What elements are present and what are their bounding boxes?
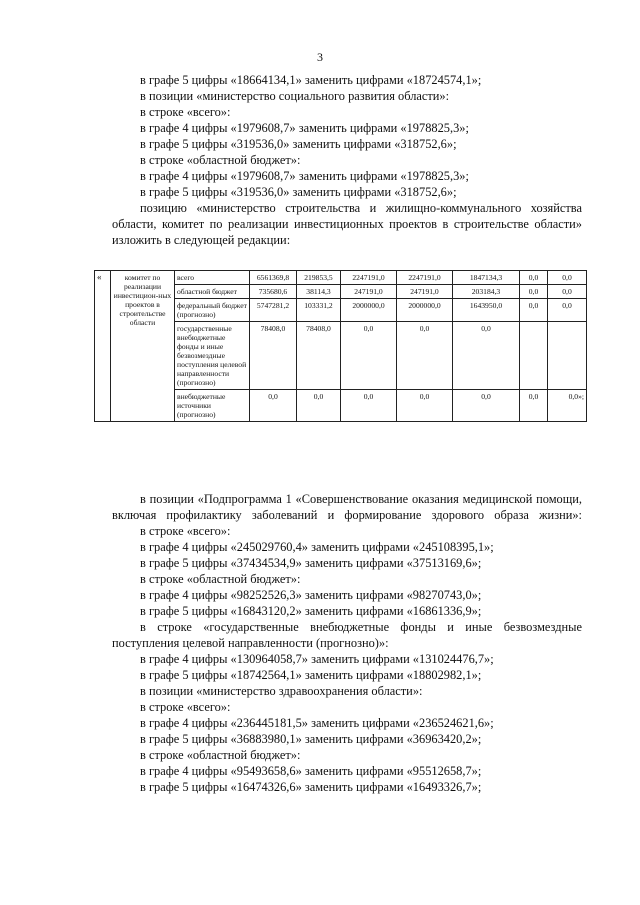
paragraph: в графе 5 цифры «319536,0» заменить цифрами «318752,6»; [140,185,457,199]
paragraph: в графе 5 цифры «37434534,9» заменить цифрами «37513169,6»; [140,556,482,570]
paragraph: в графе 4 цифры «236445181,5» заменить цифрами «236524621,6»; [140,716,494,730]
row-label: внебюджетные источники (прогнозно) [175,390,250,422]
table-cell: 2247191,0 [341,271,397,285]
paragraph: в позиции «министерство здравоохранения области»: [140,684,423,698]
paragraph: в строке «областной бюджет»: [140,153,301,167]
table-cell: 0,0 [297,390,341,422]
paragraph: в строке «всего»: [140,105,231,119]
table-cell: 0,0 [520,390,548,422]
row-label: федеральный бюджет (прогнозно) [175,299,250,322]
table-cell: 1847134,3 [453,271,520,285]
table-cell: 78408,0 [250,322,297,390]
paragraph: в строке «государственные внебюджетные фонды и иные безвозмездные поступления целевой направленности (прогнозно)»: [112,620,582,650]
paragraph: в графе 5 цифры «18742564,1» заменить цифрами «18802982,1»; [140,668,482,682]
paragraph: в строке «областной бюджет»: [140,748,301,762]
budget-table [94,270,587,422]
paragraph: в позиции «Подпрограмма 1 «Совершенствование оказания медицинской помощи, включая профилактику заболеваний и формирование здорового образа жизни»: [112,492,582,522]
paragraph: позицию «министерство строительства и жилищно-коммунального хозяйства области, комитет по реализации инвестиционных проектов в строительстве области» изложить в следующей редакции: [112,201,582,247]
table-cell: 0,0»; [548,390,587,422]
table-cell: 0,0 [397,390,453,422]
table-cell: 78408,0 [297,322,341,390]
table-cell: 247191,0 [397,285,453,299]
table-row [95,271,587,285]
table-cell: 0,0 [548,299,587,322]
org-cell: комитет по реализации инвестицион-ных проектов в строительстве области [111,271,175,422]
paragraph: в графе 5 цифры «16474326,6» заменить цифрами «16493326,7»; [140,780,482,794]
table-cell: 0,0 [397,322,453,390]
text-block-top [112,72,582,248]
table-cell: 6561369,8 [250,271,297,285]
table-cell: 0,0 [250,390,297,422]
table-cell [548,322,587,390]
table-cell: 219853,5 [297,271,341,285]
paragraph: в графе 4 цифры «1979608,7» заменить цифрами «1978825,3»; [140,169,469,183]
table-cell: 0,0 [548,285,587,299]
table-cell: 2247191,0 [397,271,453,285]
table-cell: 0,0 [341,322,397,390]
row-label: государственные внебюджетные фонды и иные безвозмездные поступления целевой направленности (прогнозно) [175,322,250,390]
table-cell: 0,0 [520,285,548,299]
paragraph: в графе 4 цифры «245029760,4» заменить цифрами «245108395,1»; [140,540,494,554]
paragraph: в позиции «министерство социального развития области»: [140,89,450,103]
page-number: 3 [317,50,323,64]
table-cell: 2000000,0 [341,299,397,322]
paragraph: в строке «всего»: [140,524,231,538]
paragraph: в графе 4 цифры «1979608,7» заменить цифрами «1978825,3»; [140,121,469,135]
table-cell: 0,0 [341,390,397,422]
table-cell: 0,0 [453,390,520,422]
paragraph: в графе 4 цифры «98252526,3» заменить цифрами «98270743,0»; [140,588,482,602]
table-cell: 38114,3 [297,285,341,299]
paragraph: в строке «всего»: [140,700,231,714]
table-cell: 0,0 [520,299,548,322]
quote-open-cell: « [95,271,111,422]
paragraph: в графе 5 цифры «16843120,2» заменить цифрами «16861336,9»; [140,604,482,618]
paragraph: в графе 5 цифры «18664134,1» заменить цифрами «18724574,1»; [140,73,482,87]
row-label: областной бюджет [175,285,250,299]
table-cell: 0,0 [548,271,587,285]
paragraph: в графе 4 цифры «130964058,7» заменить цифрами «131024476,7»; [140,652,494,666]
table-cell: 5747281,2 [250,299,297,322]
table-cell: 203184,3 [453,285,520,299]
table-cell [520,322,548,390]
table-cell: 2000000,0 [397,299,453,322]
paragraph: в строке «областной бюджет»: [140,572,301,586]
table-cell: 1643950,0 [453,299,520,322]
paragraph: в графе 5 цифры «36883980,1» заменить цифрами «36963420,2»; [140,732,482,746]
row-label: всего [175,271,250,285]
table-cell: 735680,6 [250,285,297,299]
table-cell: 0,0 [453,322,520,390]
table-cell: 103331,2 [297,299,341,322]
text-block-bottom [112,491,582,795]
table-cell: 0,0 [520,271,548,285]
table-cell: 247191,0 [341,285,397,299]
paragraph: в графе 5 цифры «319536,0» заменить цифрами «318752,6»; [140,137,457,151]
paragraph: в графе 4 цифры «95493658,6» заменить цифрами «95512658,7»; [140,764,482,778]
